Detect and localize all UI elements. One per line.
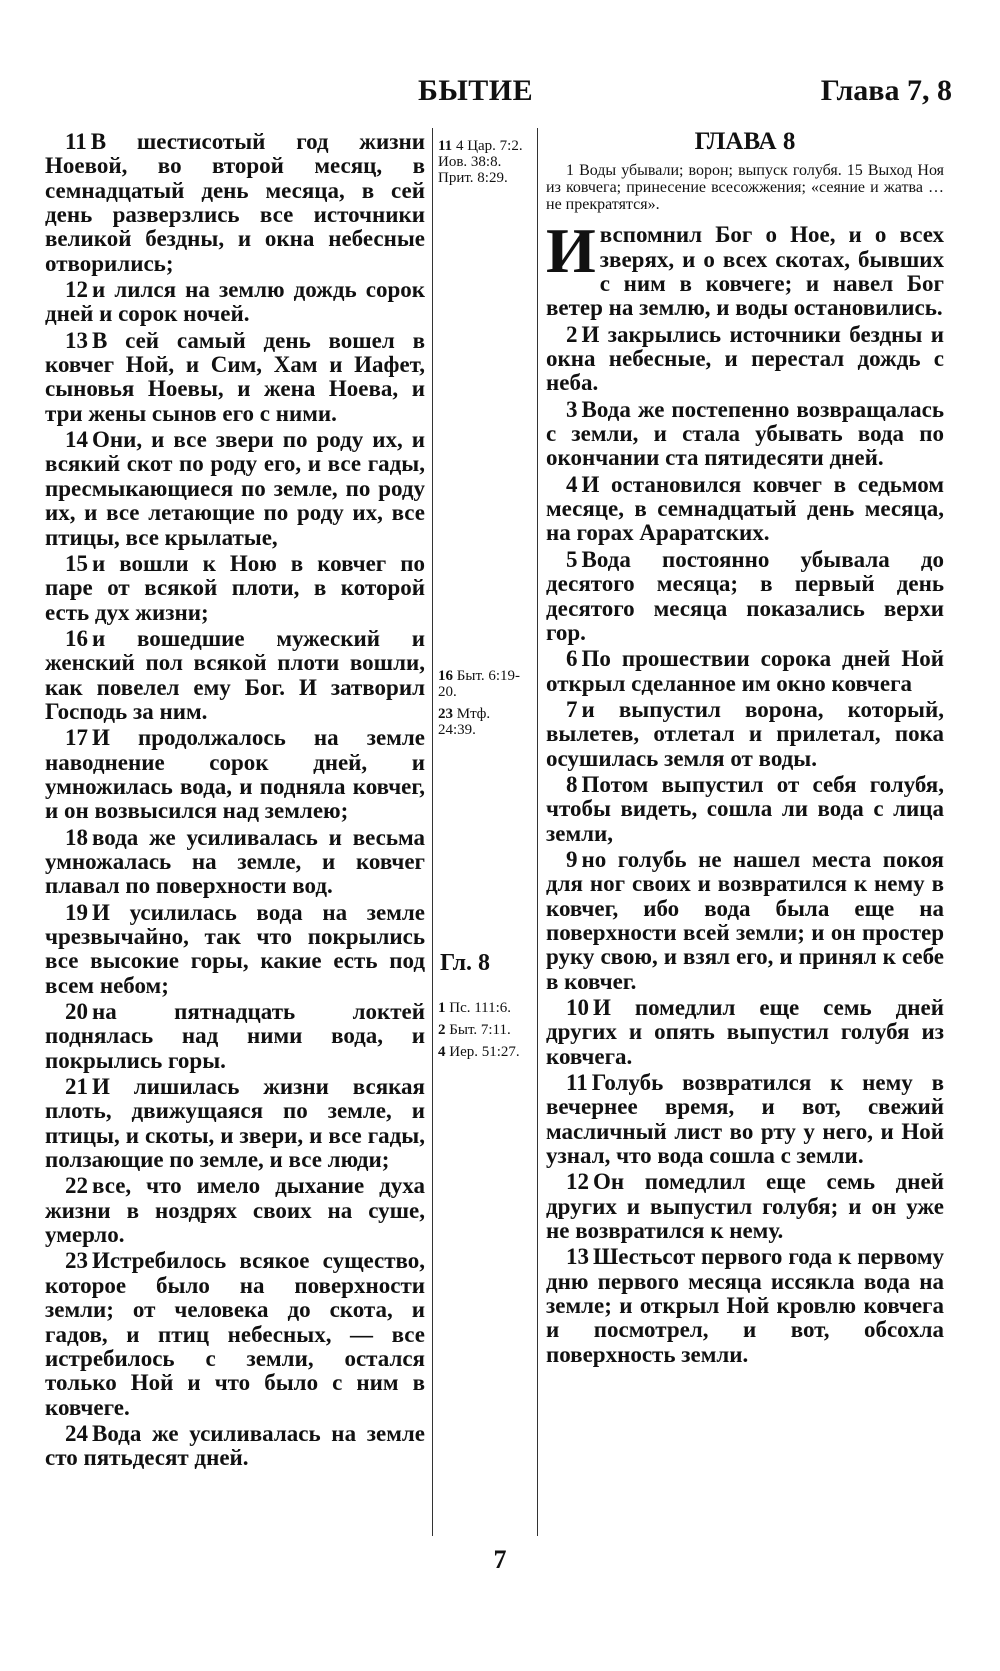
verse-7-18: 18 вода же усиливалась и весьма умножалась на земле, и ковчег плавал по поверхности вод.	[45, 824, 425, 899]
verse-8-7: 7 и выпустил ворона, который, вылетев, отлетал и прилетал, пока осушилась земля от воды.	[546, 696, 944, 771]
right-text-column	[546, 130, 944, 1369]
margin-chapter-label: Гл. 8	[440, 950, 491, 976]
verse-8-4: 4 И остановился ковчег в седьмом месяце, в семнадцатый день месяца, на горах Араратских.	[546, 471, 944, 546]
margin-ref-8-2: 2 Быт. 7:11.	[438, 1022, 511, 1038]
verse-8-8: 8 Потом выпустил от себя голубя, чтобы видеть, сошла ли вода с лица земли,	[546, 771, 944, 846]
column-divider-left	[432, 128, 433, 1536]
margin-ref-8-1: 1 Пс. 111:6.	[438, 1000, 512, 1016]
margin-ref-group-7-16	[438, 668, 528, 744]
verse-8-5: 5 Вода постоянно убывала до десятого месяца; в первый день десятого месяца показались верхи гор.	[546, 546, 944, 645]
verse-8-2: 2 И закрылись источники бездны и окна небесные, и перестал дождь с неба.	[546, 321, 944, 396]
verse-7-14: 14 Они, и все звери по роду их, и всякий скот по роду его, и все гады, пресмыкающиеся по земле, по роду их, и все летающие по роду их, все птицы, все крылатые,	[45, 427, 425, 550]
margin-ref-group-8	[438, 1000, 528, 1066]
verse-7-13: 13 В сей самый день вошел в ковчег Ной, и Сим, Хам и Иафет, сыновья Ноевы, и жена Ноева, и три жены сынов его с ними.	[45, 327, 425, 426]
verse-7-23: 23 Истребилось всякое существо, которое было на поверхности земли; от человека до скота, и гадов, и птиц небесных, — все истребилось с земли, остался только Ной и что было с ним в ковчеге.	[45, 1248, 425, 1420]
verse-8-12: 12 Он помедлил еще семь дней других и выпустил голубя; и он уже не возвратился к нему.	[546, 1169, 944, 1244]
verse-7-19: 19 И усилилась вода на земле чрезвычайно, так что покрылись все высокие горы, какие есть под всем небом;	[45, 899, 425, 998]
verse-7-11: 11 В шестисотый год жизни Ноевой, во второй месяц, в семнадцатый день месяца, в сей день разверзлись все источники великой бездны, и окна небесные отворились;	[45, 129, 425, 276]
verse-7-15: 15 и вошли к Ною в ковчег по паре от всякой плоти, в которой есть дух жизни;	[45, 550, 425, 625]
margin-ref-8-4: 4 Иер. 51:27.	[438, 1044, 520, 1060]
verse-8-11: 11 Голубь возвратился к нему в вечернее время, и вот, свежий масличный лист во рту у него, и Ной узнал, что вода сошла с земли.	[546, 1070, 944, 1169]
drop-cap: И	[546, 215, 596, 287]
verse-7-20: 20 на пятнадцать локтей поднялась над ними вода, и покрылись горы.	[45, 999, 425, 1073]
chapter-summary: 1 Воды убывали; ворон; выпуск голубя. 15 Выход Ноя из ковчега; принесение всесожжения; «сеяние и жатва … не прекратятся».	[546, 162, 944, 214]
verse-8-3: 3 Вода же постепенно возвращалась с земли, и стала убывать вода по окончании ста пятидесяти дней.	[546, 396, 944, 471]
running-header-chapter: Глава 7, 8	[820, 74, 952, 107]
chapter-heading: ГЛАВА 8	[694, 128, 796, 155]
verse-7-17: 17 И продолжалось на земле наводнение сорок дней, и умножилась вода, и подняла ковчег, и он возвысился над землею;	[45, 725, 425, 824]
verse-8-13: 13 Шестьсот первого года к первому дню первого месяца иссякла вода на земле; и открыл Ной кровлю ковчега и посмотрел, и вот, обсохла поверхность земли.	[546, 1244, 944, 1367]
margin-ref-7-23: 23 Мтф. 24:39.	[438, 706, 491, 738]
verse-8-1: И вспомнил Бог о Ное, и о всех зверях, и о всех скотах, бывших с ним в ковчеге; и навел Бог ветер на землю, и воды остановились.	[546, 215, 944, 321]
left-text-column	[45, 130, 425, 1473]
column-divider-right	[537, 128, 538, 1536]
running-header-book: БЫТИЕ	[418, 74, 534, 107]
page-number: 7	[493, 1545, 507, 1574]
verse-8-9: 9 но голубь не нашел места покоя для ног своих и возвратился к нему в ковчег, ибо вода была еще на поверхности всей земли; и он простер руку свою, и взял его, и принял к себе в ковчег.	[546, 846, 944, 994]
verse-7-12: 12 и лился на землю дождь сорок дней и сорок ночей.	[45, 277, 425, 327]
verse-7-24: 24 Вода же усиливалась на земле сто пятьдесят дней.	[45, 1420, 425, 1471]
verse-7-16: 16 и вошедшие мужеский и женский пол всякой плоти вошли, как повелел ему Бог. И затворил Господь за ним.	[45, 625, 425, 724]
verse-8-6: 6 По прошествии сорока дней Ной открыл сделанное им окно ковчега	[546, 646, 944, 696]
verse-7-22: 22 все, что имело дыхание духа жизни в ноздрях своих на суше, умерло.	[45, 1173, 425, 1248]
margin-ref-7-11: 11 4 Цар. 7:2. Иов. 38:8. Прит. 8:29.	[438, 138, 523, 186]
margin-ref-7-16: 16 Быт. 6:19-20.	[438, 668, 521, 700]
verse-8-10: 10 И помедлил еще семь дней других и опять выпустил голубя из ковчега.	[546, 995, 944, 1069]
verse-7-21: 21 И лишилась жизни всякая плоть, движущаяся по земле, и птицы, и скоты, и звери, и все гады, ползающие по земле, и все люди;	[45, 1074, 425, 1173]
